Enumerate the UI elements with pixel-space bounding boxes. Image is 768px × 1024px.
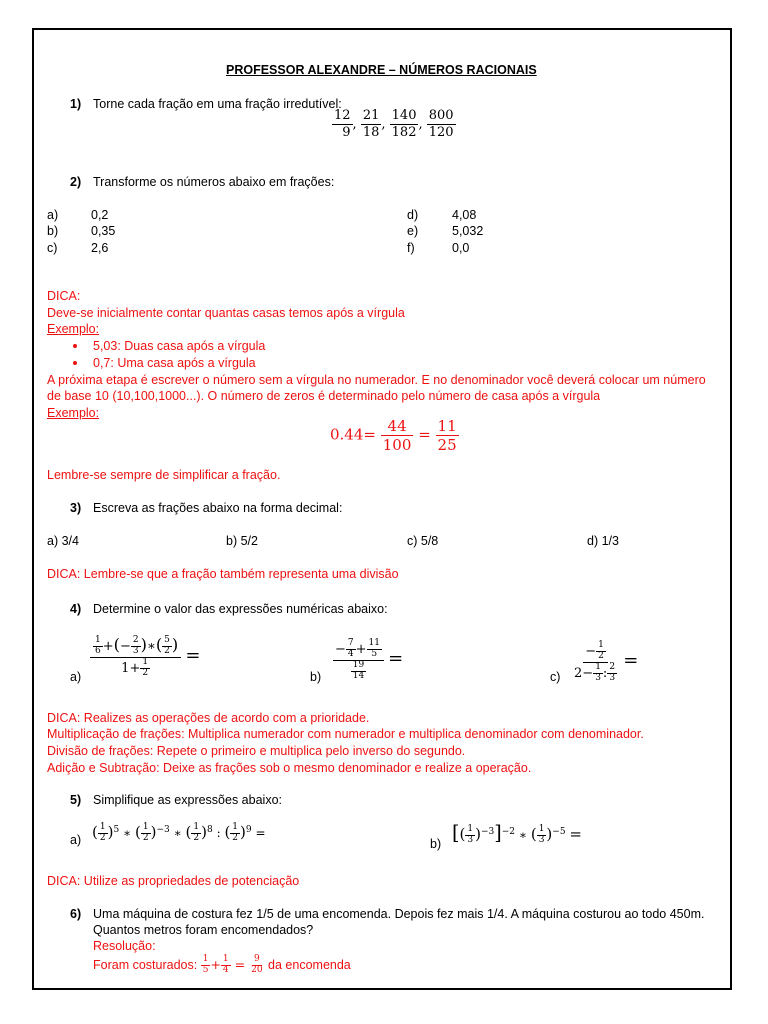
q4-dica-add: Adição e Subtração: Deixe as frações sob o mesmo denominador e realize a operação.: [47, 761, 532, 775]
q4-expression-b: − $\frac{7}{4}$ + $\frac{11}{5}$ $\frac{19}{14}$ =: [335, 638, 404, 681]
q2-item-value: 4,08: [452, 208, 477, 222]
dica-bullet: 0,7: Uma casa após a vírgula: [93, 356, 256, 370]
q4-expression-c: − $\frac{1}{2}$ 2− $\frac{1}{3}$ : $\frac{2}{3}$ =: [574, 640, 639, 683]
q4-dica-div: Divisão de frações: Repete o primeiro e multiplica pelo inverso do segundo.: [47, 744, 466, 758]
dica-bullet: 5,03: Duas casa após a vírgula: [93, 339, 266, 353]
q1-text: Torne cada fração em uma fração irredutível:: [93, 97, 342, 111]
q4-text: Determine o valor das expressões numéricas abaixo:: [93, 602, 388, 616]
q3-item: a) 3/4: [47, 534, 79, 548]
dica-reminder: Lembre-se sempre de simplificar a fração.: [47, 468, 281, 482]
q2-item-label: f): [407, 241, 415, 255]
q3-dica: DICA: Lembre-se que a fração também representa uma divisão: [47, 567, 399, 581]
q6-solution: Foram costurados: $\frac{1}{5}$ + $\frac{1}{4}$ = $\frac{9}{20}$ da encomenda: [93, 954, 351, 975]
example-equation: 0.44= $\frac{44}{100}$ = $\frac{11}{25}$: [330, 417, 457, 454]
q4-dica: DICA: Realizes as operações de acordo com a prioridade.: [47, 711, 370, 725]
q5-label-a: a): [70, 833, 82, 847]
q5-text: Simplifique as expressões abaixo:: [93, 793, 282, 807]
q1-fractions: $\frac{12}{9}$ , $\frac{21}{18}$ , $\frac{140}{182}$ , $\frac{800}{120}$: [334, 108, 454, 140]
q4-label-a: a): [70, 670, 82, 684]
bullet-icon: [73, 361, 77, 365]
q4-label-c: c): [550, 670, 561, 684]
q2-item-value: 0,2: [91, 208, 109, 222]
dica-heading: DICA:: [47, 289, 81, 303]
q6-number: 6): [70, 907, 82, 921]
bullet-icon: [73, 344, 77, 348]
q3-item: b) 5/2: [226, 534, 258, 548]
q4-label-b: b): [310, 670, 322, 684]
page-title: PROFESSOR ALEXANDRE – NÚMEROS RACIONAIS: [226, 63, 537, 77]
q2-item-value: 5,032: [452, 224, 484, 238]
q1-fraction: $\frac{12}{9}$: [334, 108, 351, 140]
q2-item-value: 2,6: [91, 241, 109, 255]
q1-fraction: $\frac{21}{18}$: [362, 108, 380, 140]
q2-item-label: b): [47, 224, 59, 238]
q4-number: 4): [70, 602, 82, 616]
q6-text-line2: Quantos metros foram encomendados?: [93, 923, 314, 937]
q2-item-value: 0,35: [91, 224, 116, 238]
q4-expression-a: $\frac{1}{6}$ +(− $\frac{2}{3}$ )∗( $\frac{5}{2}$ ) 1+ $\frac{1}{2}$ =: [90, 636, 200, 679]
q1-number: 1): [70, 97, 82, 111]
q2-number: 2): [70, 175, 82, 189]
q3-item: d) 1/3: [587, 534, 619, 548]
q5-dica: DICA: Utilize as propriedades de potenciação: [47, 874, 300, 888]
q2-item-label: a): [47, 208, 59, 222]
q2-item-label: d): [407, 208, 419, 222]
q5-label-b: b): [430, 837, 442, 851]
q2-item-label: c): [47, 241, 58, 255]
q6-text-line1: Uma máquina de costura fez 1/5 de uma encomenda. Depois fez mais 1/4. A máquina costurou ao todo 450m.: [93, 907, 705, 921]
q5-number: 5): [70, 793, 82, 807]
q2-text: Transforme os números abaixo em frações:: [93, 175, 335, 189]
q1-fraction: $\frac{800}{120}$: [428, 108, 454, 140]
q3-text: Escreva as frações abaixo na forma decimal:: [93, 501, 343, 515]
q5-expression-b: [( $\frac{1}{3}$ )$^{-3}$]$^{-2}$ ∗ ( $\frac{1}{3}$ )$^{-5}$ =: [452, 821, 582, 845]
q5-expression-a: ( $\frac{1}{2}$ )$^5$ ∗ ( $\frac{1}{2}$ )$^{-3}$ ∗ ( $\frac{1}{2}$ )$^8$ : ( $\frac{1}{2}$ )$^9$ =: [92, 822, 266, 843]
dica-text: Deve-se inicialmente contar quantas casas temos após a vírgula: [47, 306, 405, 320]
q3-number: 3): [70, 501, 82, 515]
q1-fraction: $\frac{140}{182}$: [391, 108, 417, 140]
q2-item-value: 0,0: [452, 241, 470, 255]
exemplo-label: Exemplo:: [47, 406, 100, 420]
q6-resolucao: Resolução:: [93, 939, 156, 953]
dica-paragraph: de base 10 (10,100,1000...). O número de zeros é determinado pelo número de casa após a vírgula: [47, 389, 601, 403]
q3-item: c) 5/8: [407, 534, 439, 548]
q4-dica-mult: Multiplicação de frações: Multiplica numerador com numerador e multiplica denominador com denominador.: [47, 727, 644, 741]
q2-item-label: e): [407, 224, 419, 238]
exemplo-label: Exemplo:: [47, 322, 100, 336]
dica-paragraph: A próxima etapa é escrever o número sem a vírgula no numerador. E no denominador você deverá colocar um número: [47, 373, 706, 387]
